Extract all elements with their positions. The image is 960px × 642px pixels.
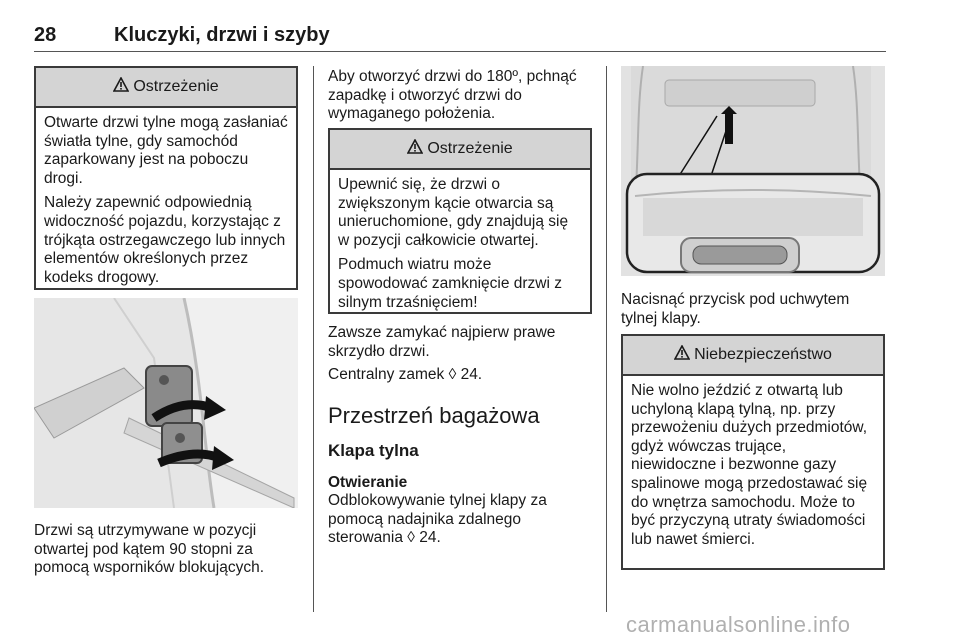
intro-text: Aby otworzyć drzwi do 180º, pchnąć zapadkę i otworzyć drzwi do wymaganego położenia. [328, 68, 577, 123]
cross-reference: Centralny zamek ◊ 24. [328, 366, 483, 383]
column-divider-2 [606, 66, 607, 612]
warning-triangle-icon [674, 345, 690, 365]
danger-box-header [623, 336, 883, 376]
warning-triangle-icon [407, 139, 423, 159]
body-paragraph: Zawsze zamykać najpierw prawe skrzydło drzwi. [328, 324, 556, 360]
warning-paragraph: Otwarte drzwi tylne mogą zasłaniać światła tylne, gdy samochód zaparkowany jest na poboczu drogi. [44, 114, 288, 187]
figure-caption-2: Nacisnąć przycisk pod uchwytem tylnej klapy. [621, 291, 850, 327]
warning-paragraph: Podmuch wiatru może spowodować zamknięcie drzwi z silnym trzaśnięciem! [338, 256, 562, 311]
warning-body [330, 170, 590, 312]
door-hinge-figure [34, 298, 298, 508]
warning-title: Ostrzeżenie [427, 140, 513, 157]
tailgate-figure [621, 66, 885, 276]
danger-box [621, 334, 885, 570]
header-rule [34, 51, 886, 52]
subsection-heading: Klapa tylna [328, 441, 419, 460]
warning-box-header [36, 68, 296, 108]
danger-title: Niebezpieczeństwo [694, 346, 832, 363]
warning-box-1 [34, 66, 298, 290]
body-paragraph: Odblokowywanie tylnej klapy za pomocą nadajnika zdalnego sterowania ◊ 24. [328, 492, 547, 547]
warning-box-header [330, 130, 590, 170]
watermark: carmanualsonline.info [626, 612, 851, 637]
subsubsection-heading: Otwieranie [328, 474, 408, 491]
column-divider-1 [313, 66, 314, 612]
figure-caption-1: Drzwi są utrzymywane w pozycji otwartej pod kątem 90 stopni za pomocą wsporników blokujących. [34, 522, 265, 577]
danger-body [623, 376, 883, 549]
page-title: Kluczyki, drzwi i szyby [114, 24, 330, 46]
page-number: 28 [34, 24, 57, 46]
warning-triangle-icon [113, 77, 129, 97]
warning-title: Ostrzeżenie [133, 78, 219, 95]
warning-paragraph: Upewnić się, że drzwi o zwiększonym kącie otwarcia są unieruchomione, gdy znajdują się w pozycji całkowicie otwartej. [338, 176, 569, 249]
warning-paragraph: Należy zapewnić odpowiednią widoczność pojazdu, korzystając z trójkąta ostrzegawczego lub innych elementów określonych przez kodeks drogowy. [44, 194, 286, 286]
warning-body [36, 108, 296, 287]
page-header [34, 24, 886, 54]
warning-box-2 [328, 128, 592, 314]
section-heading: Przestrzeń bagażowa [328, 403, 540, 428]
danger-paragraph: Nie wolno jeździć z otwartą lub uchyloną klapą tylną, np. przy przewożeniu dużych przedmiotów, gdyż wówczas trujące, niewidoczne i bezwonne gazy spalinowe mogą przedostawać się do wnętrza samochodu. Może to być przyczyną utraty świadomości lub nawet śmierci. [631, 382, 868, 548]
